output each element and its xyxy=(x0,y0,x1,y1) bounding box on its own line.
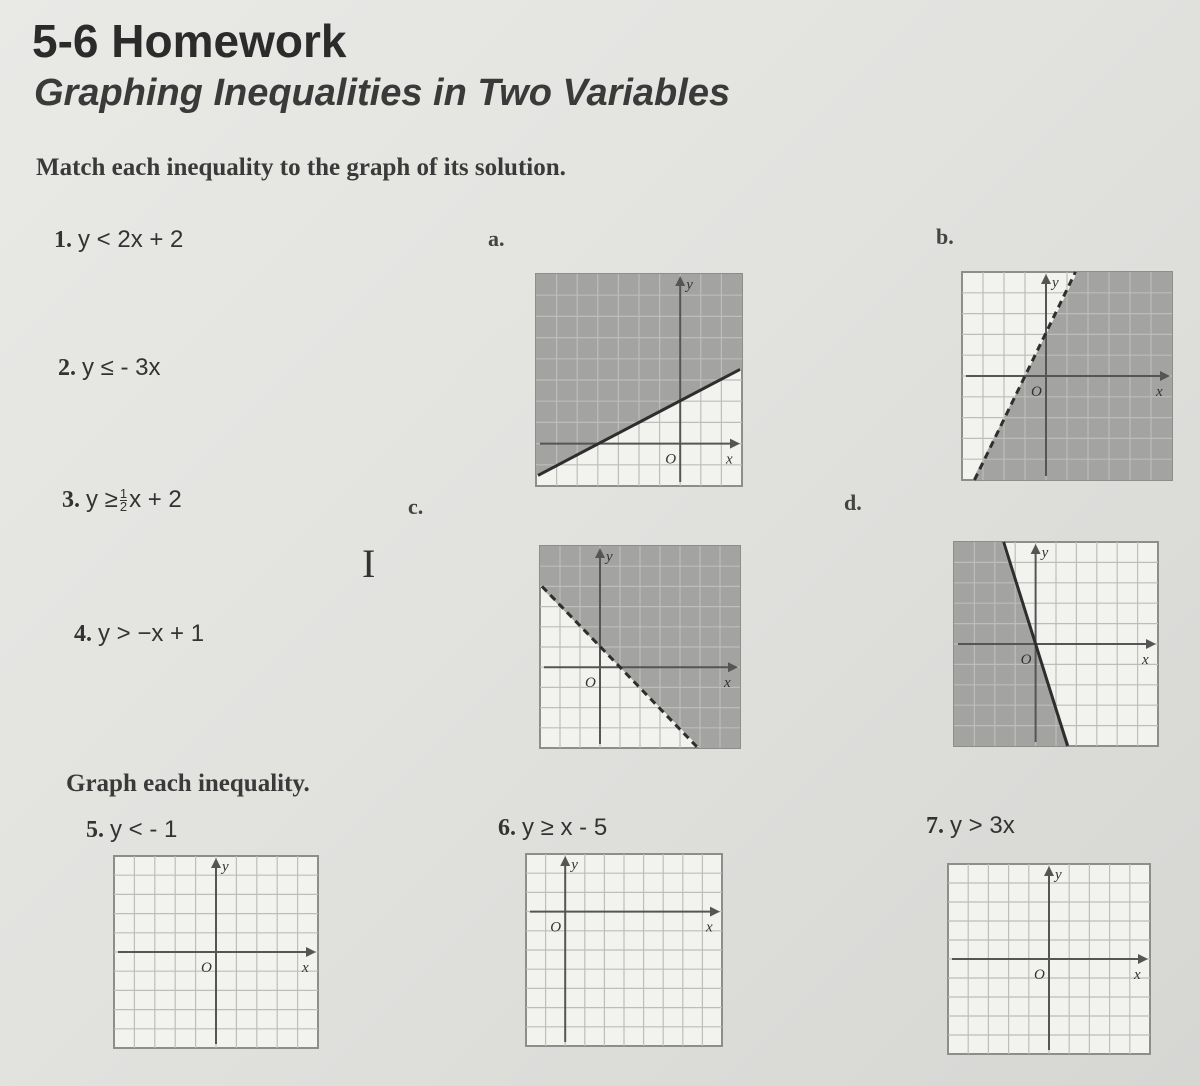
fraction xyxy=(120,488,127,513)
graph-c xyxy=(540,546,740,748)
x-axis-label: x xyxy=(706,919,713,936)
problem-text: y < - 1 xyxy=(110,816,178,843)
x-axis-label: x xyxy=(1156,384,1163,400)
graph-problem-5[interactable] xyxy=(114,856,318,1048)
problem-text: y > −x + 1 xyxy=(98,620,205,647)
problem-number: 4. xyxy=(74,621,92,647)
problem-number: 1. xyxy=(54,227,72,253)
problem-number: 6. xyxy=(498,815,516,841)
page-subtitle: Graphing Inequalities in Two Variables xyxy=(34,72,731,114)
y-axis-label: y xyxy=(222,859,229,875)
problem-number: 2. xyxy=(58,355,76,381)
problem-text: y ≥ x - 5 xyxy=(522,814,608,841)
graph-label-d: d. xyxy=(844,490,862,515)
text-cursor-icon: I xyxy=(362,541,376,586)
graph-label-c: c. xyxy=(408,494,424,519)
problem-text-pre: y ≥ xyxy=(86,486,118,513)
graph-problem-6[interactable] xyxy=(526,854,722,1046)
problem-2 xyxy=(58,354,161,382)
fraction-denominator: 2 xyxy=(119,499,128,515)
graph-label-b: b. xyxy=(936,224,954,249)
x-axis-label: x xyxy=(1134,967,1141,983)
problem-text: y < 2x + 2 xyxy=(78,226,184,253)
problem-5 xyxy=(86,816,177,844)
x-axis-label: x xyxy=(724,675,731,692)
problem-6 xyxy=(498,814,607,842)
y-axis-label: y xyxy=(1055,867,1062,883)
y-axis-label: y xyxy=(1041,545,1049,561)
x-axis-label: x xyxy=(726,451,733,468)
origin-label: O xyxy=(1031,384,1042,400)
y-axis-label: y xyxy=(571,857,578,873)
y-axis-label: y xyxy=(686,277,693,293)
y-axis-label: y xyxy=(1052,275,1059,291)
origin-label: O xyxy=(585,675,596,692)
origin-label: O xyxy=(1034,967,1045,983)
graph-label-a: a. xyxy=(488,226,505,251)
origin-label: O xyxy=(1020,652,1032,668)
x-axis-label: x xyxy=(302,960,309,976)
problem-1 xyxy=(54,226,183,254)
page-title: 5-6 Homework xyxy=(32,15,347,67)
problem-7 xyxy=(926,812,1015,840)
problem-4 xyxy=(74,620,204,648)
problem-text: y ≤ - 3x xyxy=(82,354,161,381)
x-axis-label: x xyxy=(1142,652,1149,668)
graph-problem-7[interactable] xyxy=(948,864,1150,1054)
graph-d xyxy=(954,542,1158,746)
problem-text: y > 3x xyxy=(950,812,1015,839)
problem-number: 3. xyxy=(62,487,80,513)
problem-number: 5. xyxy=(86,817,104,843)
graph-a xyxy=(536,274,742,486)
graph-instruction: Graph each inequality. xyxy=(66,770,310,797)
problem-text-post: x + 2 xyxy=(129,486,182,513)
match-instruction: Match each inequality to the graph of its solution. xyxy=(36,154,566,181)
origin-label: O xyxy=(550,919,562,936)
y-axis-label: y xyxy=(606,549,613,565)
origin-label: O xyxy=(665,451,677,468)
problem-number: 7. xyxy=(926,813,944,839)
problem-3 xyxy=(62,486,182,514)
graph-b xyxy=(962,272,1172,480)
fraction-numerator: 1 xyxy=(119,486,128,502)
origin-label: O xyxy=(201,960,212,976)
